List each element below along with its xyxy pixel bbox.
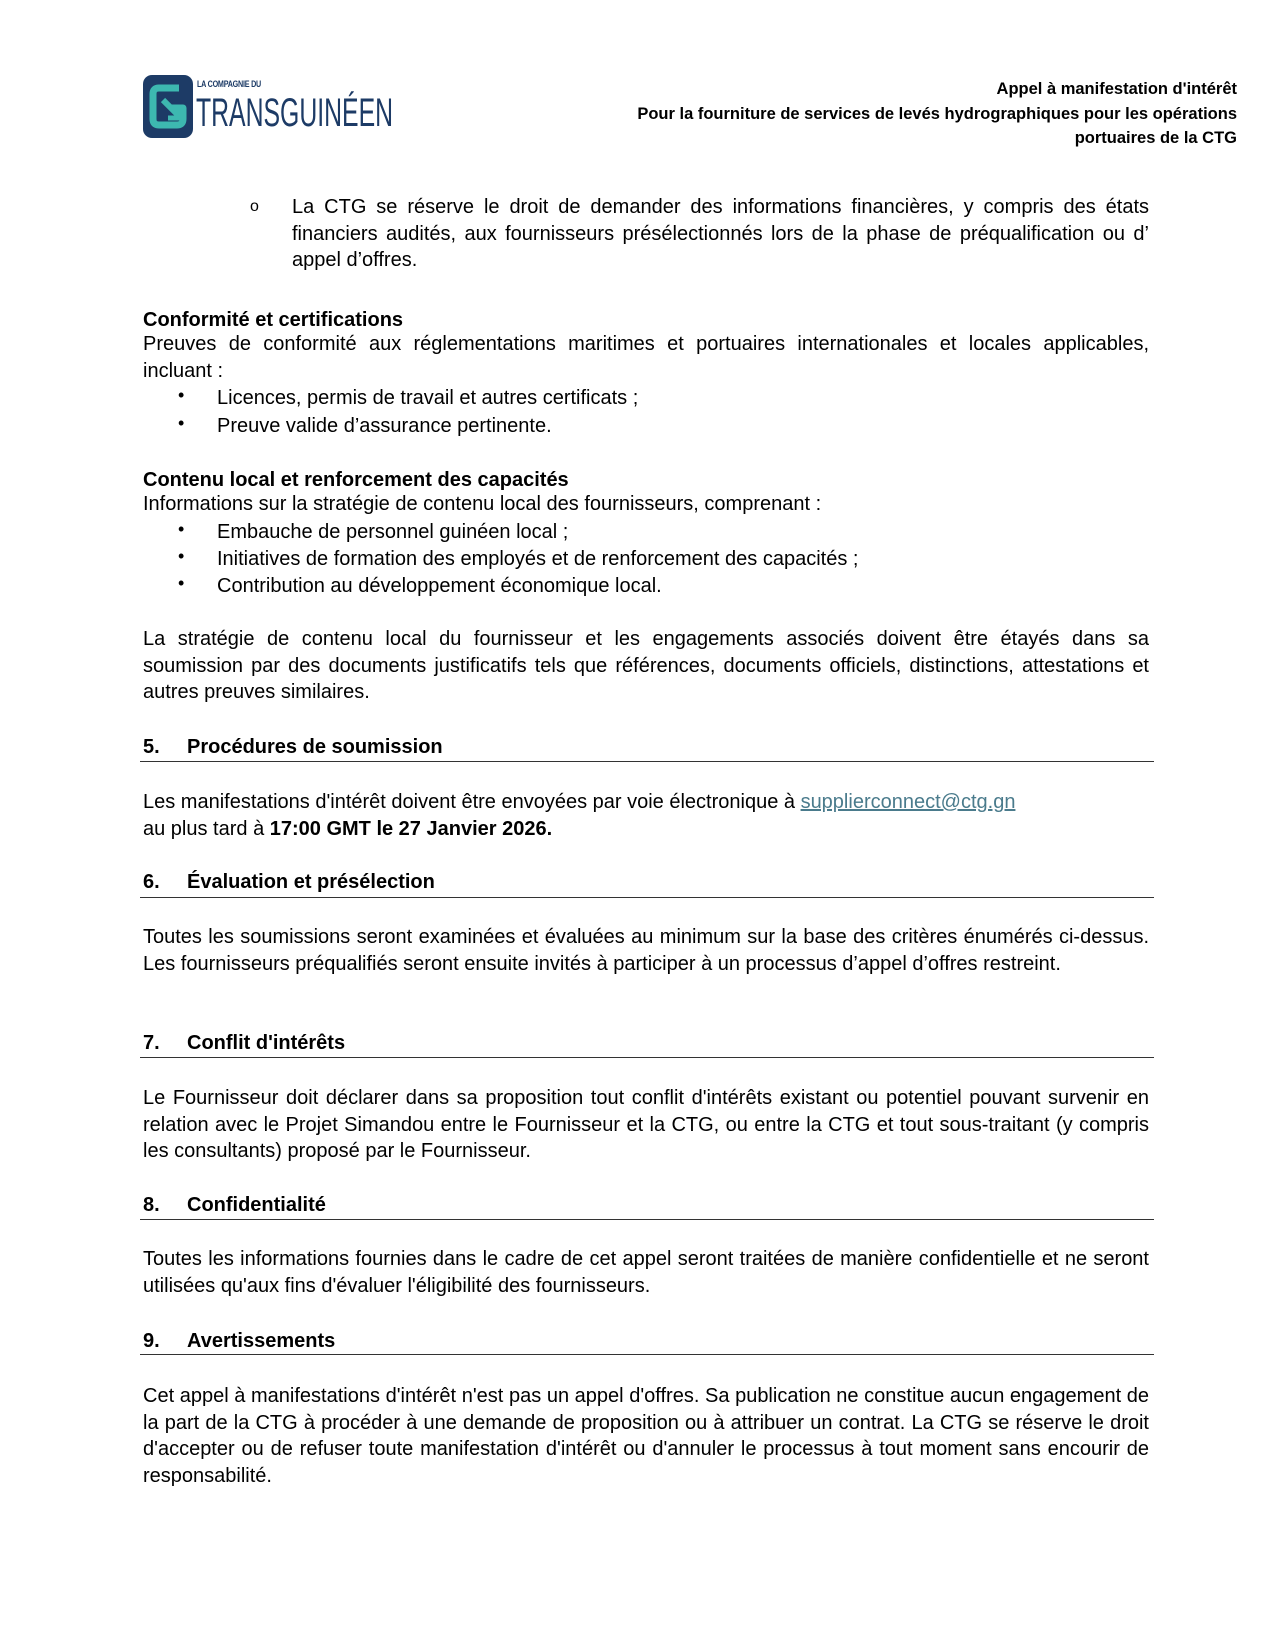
logo-big-text: TRANSGUINÉEN bbox=[196, 91, 394, 135]
bullet-icon: • bbox=[178, 546, 185, 566]
section-title: Conflit d'intérêts bbox=[187, 1032, 346, 1054]
conflict-paragraph: Le Fournisseur doit déclarer dans sa proposition tout conflit d'intérêts existant ou potentiel pouvant survenir en relation avec le Projet Simandou entre le Fournisseur et la CTG, ou entre la CTG et tout sous-traitant (y compris les consultants) proposé par le Fournisseur. bbox=[143, 1087, 1149, 1162]
section-number: 7. bbox=[143, 1032, 160, 1054]
section-number: 6. bbox=[143, 871, 160, 893]
local-content-heading: Contenu local et renforcement des capacités bbox=[143, 469, 569, 491]
section-divider bbox=[140, 761, 1154, 762]
submission-text: Les manifestations d'intérêt doivent être envoyées par voie électronique à bbox=[143, 791, 801, 813]
section-divider bbox=[140, 1354, 1154, 1355]
deadline-prefix: au plus tard à bbox=[143, 817, 270, 840]
bullet-icon: • bbox=[178, 385, 185, 405]
section-title: Avertissements bbox=[187, 1330, 336, 1352]
local-content-bullet-2: Initiatives de formation des employés et de renforcement des capacités ; bbox=[217, 548, 859, 570]
local-content-closing: La stratégie de contenu local du fournisseur et les engagements associés doivent être étayés dans sa soumission par des documents justificatifs tels que références, documents officiels, distinctions, attestations et autres preuves similaires. bbox=[143, 628, 1149, 703]
submission-paragraph bbox=[143, 789, 1149, 842]
bullet-icon: • bbox=[178, 519, 185, 539]
section-divider bbox=[140, 897, 1154, 898]
section-6-heading bbox=[143, 869, 1154, 895]
evaluation-paragraph: Toutes les soumissions seront examinées et évaluées au minimum sur la base des critères énumérés ci-dessus. Les fournisseurs préqualifiés seront ensuite invités à participer à un processus d’appel d’offres restreint. bbox=[143, 926, 1149, 975]
deadline-date: 17:00 GMT le 27 Janvier 2026. bbox=[269, 817, 553, 840]
section-8-heading bbox=[143, 1192, 1154, 1218]
section-number: 9. bbox=[143, 1330, 160, 1352]
disclaimer-paragraph: Cet appel à manifestations d'intérêt n'est pas un appel d'offres. Sa publication ne constitue aucun engagement de la part de la CTG à procéder à une demande de proposition ou à attribuer un contrat. La CTG se réserve le droit d'accepter ou de refuser toute manifestation d'intérêt ou d'annuler le processus à tout moment sans encourir de responsabilité. bbox=[143, 1385, 1149, 1487]
document-header-title bbox=[517, 77, 1237, 151]
header-line-3: portuaires de la CTG bbox=[1074, 129, 1237, 147]
section-title: Évaluation et présélection bbox=[187, 871, 435, 893]
section-divider bbox=[140, 1219, 1154, 1220]
company-logo bbox=[143, 75, 394, 139]
local-content-intro: Informations sur la stratégie de contenu local des fournisseurs, comprenant : bbox=[143, 493, 822, 515]
bullet-icon: • bbox=[178, 573, 185, 593]
conformity-bullet-1: Licences, permis de travail et autres certificats ; bbox=[217, 387, 639, 409]
section-5-heading bbox=[143, 734, 1154, 760]
local-content-bullet-1: Embauche de personnel guinéen local ; bbox=[217, 521, 569, 543]
logo-small-text: LA COMPAGNIE DU bbox=[197, 79, 261, 89]
local-content-bullet-3: Contribution au développement économique local. bbox=[217, 575, 662, 597]
conformity-heading: Conformité et certifications bbox=[143, 309, 404, 331]
bullet-icon: • bbox=[178, 413, 185, 433]
confidentiality-paragraph: Toutes les informations fournies dans le cadre de cet appel seront traitées de manière confidentielle et ne seront utilisées qu'aux fins d'évaluer l'éligibilité des fournisseurs. bbox=[143, 1248, 1149, 1297]
header-line-2: Pour la fourniture de services de levés hydrographiques pour les opérations bbox=[637, 104, 1237, 123]
header-line-1: Appel à manifestation d'intérêt bbox=[996, 80, 1237, 98]
section-number: 8. bbox=[143, 1194, 160, 1216]
hollow-circle-bullet-icon: o bbox=[250, 198, 259, 215]
section-title: Confidentialité bbox=[187, 1194, 326, 1216]
section-title: Procédures de soumission bbox=[187, 736, 443, 758]
financial-info-paragraph: La CTG se réserve le droit de demander des informations financières, y compris des états financiers audités, aux fournisseurs présélectionnés lors de la phase de préqualification ou d’ appel d’offres. bbox=[292, 196, 1149, 271]
email-link[interactable]: supplierconnect@ctg.gn bbox=[800, 791, 1016, 813]
section-7-heading bbox=[143, 1030, 1154, 1056]
ctg-g-arrow-logo-icon bbox=[143, 75, 193, 138]
conformity-bullet-2: Preuve valide d’assurance pertinente. bbox=[217, 415, 552, 437]
section-divider bbox=[140, 1057, 1154, 1058]
section-number: 5. bbox=[143, 736, 160, 758]
section-9-heading bbox=[143, 1328, 1154, 1354]
conformity-intro: Preuves de conformité aux réglementations maritimes et portuaires internationales et locales applicables, incluant : bbox=[143, 333, 1149, 382]
